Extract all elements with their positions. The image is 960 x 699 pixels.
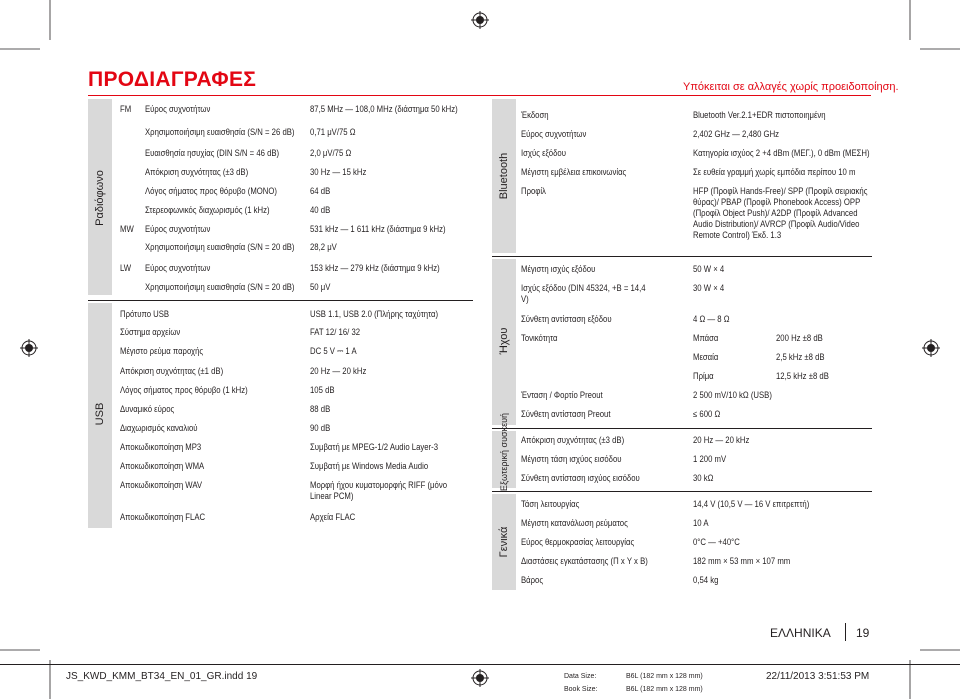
spec-label: Αποκωδικοποίηση WMA bbox=[120, 461, 205, 471]
spec-label: Μέγιστη τάση ισχύος εισόδου bbox=[521, 454, 622, 464]
lw-band-label: LW bbox=[120, 263, 132, 273]
spec-value: 2,0 μV/75 Ω bbox=[310, 148, 352, 158]
spec-label: Σύνθετη αντίσταση εξόδου bbox=[521, 314, 612, 324]
spec-label: Ισχύς εξόδου bbox=[521, 148, 566, 158]
spec-label: Τονικότητα bbox=[521, 333, 558, 343]
spec-value: 0,71 μV/75 Ω bbox=[310, 127, 356, 137]
spec-value: Συμβατή με Windows Media Audio bbox=[310, 461, 429, 471]
aux-section-label: Εξωτερική συσκευή bbox=[499, 412, 509, 492]
spec-label: Δυναμικό εύρος bbox=[120, 404, 175, 414]
registration-mark-right bbox=[922, 339, 940, 357]
spec-label: Σύστημα αρχείων bbox=[120, 327, 181, 337]
spec-value: Μορφή ήχου κυματομορφής RIFF (μόνο Linear PCM) bbox=[310, 480, 448, 501]
spec-value: DC 5 V ⎓ 1 A bbox=[310, 346, 357, 356]
spec-value: 2,402 GHz — 2,480 GHz bbox=[693, 129, 780, 139]
spec-label: Ευαισθησία ησυχίας (DIN S/N = 46 dB) bbox=[145, 148, 280, 158]
spec-value: 64 dB bbox=[310, 186, 331, 196]
tone-name: Μεσαία bbox=[693, 352, 719, 362]
page-subtitle: Υπόκειται σε αλλαγές χωρίς προειδοποίηση. bbox=[683, 81, 899, 93]
section-divider bbox=[88, 300, 473, 301]
sound-section-label: Ήχου bbox=[498, 327, 510, 355]
spec-value: 153 kHz — 279 kHz (διάστημα 9 kHz) bbox=[310, 263, 440, 273]
spec-value: FAT 12/ 16/ 32 bbox=[310, 327, 361, 337]
spec-value: USB 1.1, USB 2.0 (Πλήρης ταχύτητα) bbox=[310, 309, 439, 319]
general-section-label: Γενικά bbox=[498, 526, 510, 558]
slug-data-size-label: Data Size: bbox=[564, 673, 597, 680]
spec-label: Διαχωρισμός καναλιού bbox=[120, 423, 198, 433]
footer-page-number: 19 bbox=[856, 626, 870, 640]
spec-value: 90 dB bbox=[310, 423, 331, 433]
section-divider bbox=[492, 256, 872, 257]
spec-label: Απόκριση συχνότητας (±3 dB) bbox=[521, 435, 625, 445]
mw-band-label: MW bbox=[120, 224, 134, 234]
spec-label: Μέγιστο ρεύμα παροχής bbox=[120, 346, 204, 356]
spec-label: Σύνθετη αντίσταση ισχύος εισόδου bbox=[521, 473, 640, 483]
slug-rule bbox=[0, 664, 960, 665]
spec-value: 4 Ω — 8 Ω bbox=[693, 314, 730, 324]
spec-label: Εύρος συχνοτήτων bbox=[145, 263, 211, 273]
spec-label: Τάση λειτουργίας bbox=[521, 499, 580, 509]
spec-value: 531 kHz — 1 611 kHz (διάστημα 9 kHz) bbox=[310, 224, 446, 234]
spec-label: Ισχύς εξόδου (DIN 45324, +B = 14,4 V) bbox=[521, 283, 646, 304]
spec-value: Αρχεία FLAC bbox=[310, 512, 356, 522]
spec-label: Διαστάσεις εγκατάστασης (Π x Υ x B) bbox=[521, 556, 648, 566]
slug-file-name: JS_KWD_KMM_BT34_EN_01_GR.indd 19 bbox=[66, 671, 258, 682]
spec-value: 30 kΩ bbox=[693, 473, 714, 483]
footer-divider bbox=[845, 623, 846, 641]
spec-label: Απόκριση συχνότητας (±3 dB) bbox=[145, 167, 249, 177]
spec-value: 88 dB bbox=[310, 404, 331, 414]
spec-label: Χρησιμοποιήσιμη ευαισθησία (S/N = 20 dB) bbox=[145, 282, 295, 292]
spec-label: Μέγιστη εμβέλεια επικοινωνίας bbox=[521, 167, 627, 177]
spec-label: Εύρος συχνοτήτων bbox=[145, 104, 211, 114]
spec-value: 87,5 MHz — 108,0 MHz (διάστημα 50 kHz) bbox=[310, 104, 458, 114]
spec-value: Συμβατή με MPEG-1/2 Audio Layer-3 bbox=[310, 442, 439, 452]
spec-value: 14,4 V (10,5 V — 16 V επιτρεπτή) bbox=[693, 499, 810, 509]
spec-label: Μέγιστη ισχύς εξόδου bbox=[521, 264, 596, 274]
slug-datetime: 22/11/2013 3:51:53 PM bbox=[766, 671, 870, 682]
spec-value: 0,54 kg bbox=[693, 575, 719, 585]
spec-value: HFP (Προφίλ Hands-Free)/ SPP (Προφίλ σειριακής θύρας)/ PBAP (Προφίλ Phonebook Access) OPP (Προφίλ Object Push)/ A2DP (Προφίλ Advanced Audio Distribution)/ AVRCP (Προφίλ Audio/Video Remote Control) Έκδ. 1.3 bbox=[693, 186, 868, 240]
spec-value: Σε ευθεία γραμμή χωρίς εμπόδια περίπου 10 m bbox=[693, 167, 856, 177]
spec-label: Έκδοση bbox=[521, 110, 549, 120]
spec-label: Χρησιμοποιήσιμη ευαισθησία (S/N = 26 dB) bbox=[145, 127, 295, 137]
spec-value: 200 Hz ±8 dB bbox=[776, 333, 823, 343]
spec-value: 182 mm × 53 mm × 107 mm bbox=[693, 556, 791, 566]
spec-label: Εύρος συχνοτήτων bbox=[145, 224, 211, 234]
spec-label: Ένταση / Φορτίο Preout bbox=[521, 390, 603, 400]
section-divider bbox=[492, 491, 872, 492]
spec-value: 105 dB bbox=[310, 385, 335, 395]
fm-band-label: FM bbox=[120, 104, 132, 114]
spec-label: Μέγιστη κατανάλωση ρεύματος bbox=[521, 518, 628, 528]
tone-name: Μπάσα bbox=[693, 333, 719, 343]
spec-label: Πρότυπο USB bbox=[120, 309, 170, 319]
spec-value: 20 Hz — 20 kHz bbox=[310, 366, 367, 376]
spec-value: 2,5 kHz ±8 dB bbox=[776, 352, 825, 362]
spec-label: Εύρος συχνοτήτων bbox=[521, 129, 587, 139]
registration-mark-top bbox=[471, 11, 489, 29]
spec-value: 28,2 μV bbox=[310, 242, 337, 252]
spec-label: Αποκωδικοποίηση FLAC bbox=[120, 512, 206, 522]
spec-value: Bluetooth Ver.2.1+EDR πιστοποιημένη bbox=[693, 110, 826, 120]
spec-label: Προφίλ bbox=[521, 186, 546, 196]
spec-value: Κατηγορία ισχύος 2 +4 dBm (ΜΕΓ.), 0 dBm (ΜΕΣΗ) bbox=[693, 148, 870, 158]
spec-label: Αποκωδικοποίηση MP3 bbox=[120, 442, 202, 452]
registration-mark-left bbox=[20, 339, 38, 357]
spec-label: Στερεοφωνικός διαχωρισμός (1 kHz) bbox=[145, 205, 270, 215]
footer-language: ΕΛΛΗΝΙΚΑ bbox=[770, 626, 831, 640]
title-rule bbox=[88, 95, 871, 96]
spec-value: 2 500 mV/10 kΩ (USB) bbox=[693, 390, 772, 400]
spec-value: 50 μV bbox=[310, 282, 331, 292]
spec-value: 30 W × 4 bbox=[693, 283, 725, 293]
spec-label: Λόγος σήματος προς θόρυβο (MONO) bbox=[145, 186, 277, 196]
spec-label: Λόγος σήματος προς θόρυβο (1 kHz) bbox=[120, 385, 248, 395]
slug-book-size-label: Book Size: bbox=[564, 686, 598, 693]
section-divider bbox=[492, 428, 872, 429]
bluetooth-section-label: Bluetooth bbox=[498, 152, 510, 200]
spec-value: 40 dB bbox=[310, 205, 331, 215]
spec-value: ≤ 600 Ω bbox=[693, 409, 721, 419]
spec-value: 10 A bbox=[693, 518, 709, 528]
spec-label: Εύρος θερμοκρασίας λειτουργίας bbox=[521, 537, 635, 547]
radio-section-label: Ραδιόφωνο bbox=[94, 170, 106, 226]
spec-label: Σύνθετη αντίσταση Preout bbox=[521, 409, 611, 419]
spec-value: 30 Hz — 15 kHz bbox=[310, 167, 367, 177]
registration-mark-bottom bbox=[471, 669, 489, 687]
spec-label: Αποκωδικοποίηση WAV bbox=[120, 480, 203, 490]
spec-label: Απόκριση συχνότητας (±1 dB) bbox=[120, 366, 224, 376]
slug-book-size-value: B6L (182 mm x 128 mm) bbox=[626, 686, 703, 693]
spec-value: 50 W × 4 bbox=[693, 264, 725, 274]
spec-label: Βάρος bbox=[521, 575, 544, 585]
usb-section-label: USB bbox=[94, 402, 106, 426]
spec-value: 0°C — +40°C bbox=[693, 537, 740, 547]
spec-label: Χρησιμοποιήσιμη ευαισθησία (S/N = 20 dB) bbox=[145, 242, 295, 252]
spec-value: 12,5 kHz ±8 dB bbox=[776, 371, 829, 381]
spec-value: 20 Hz — 20 kHz bbox=[693, 435, 750, 445]
slug-data-size-value: B6L (182 mm x 128 mm) bbox=[626, 673, 703, 680]
spec-value: 1 200 mV bbox=[693, 454, 727, 464]
page-title: ΠΡΟΔΙΑΓΡΑΦΕΣ bbox=[88, 68, 257, 91]
tone-name: Πρίμα bbox=[693, 371, 714, 381]
